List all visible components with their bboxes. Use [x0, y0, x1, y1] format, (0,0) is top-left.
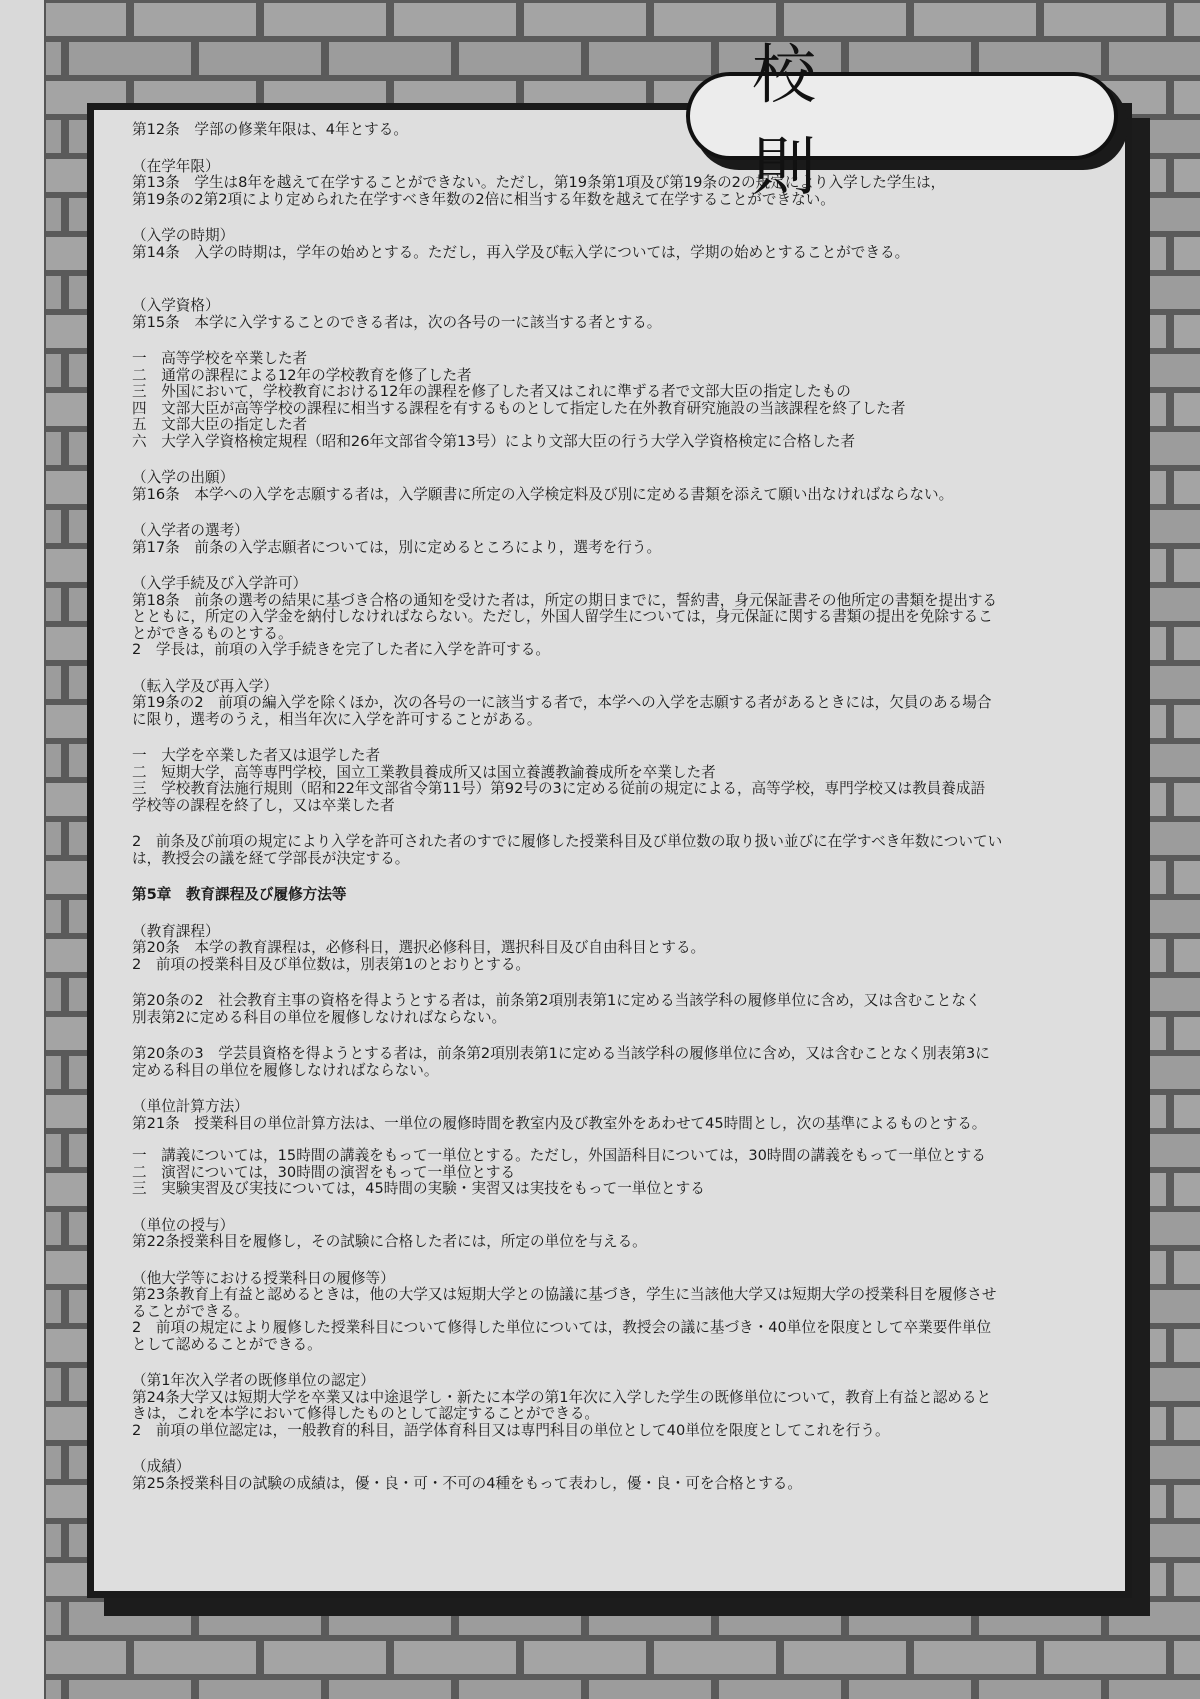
spacer: [132, 728, 1092, 748]
article-block: [132, 228, 1092, 261]
text-line: 第25条授業科目の試験の成績は，優・良・可・不可の4種をもって表わし，優・良・可を合格とする。: [132, 1474, 802, 1492]
text-line: 三 学校教育法施行規則（昭和22年文部省令第11号）第92号の3に定める従前の規定による，高等学校，専門学校又は教員養成語: [132, 780, 986, 797]
article-block: [132, 834, 1092, 867]
text-line: ることができる。: [132, 1302, 249, 1320]
article-block: [132, 924, 1092, 974]
article-block: [132, 298, 1092, 331]
text-line: 第22条授業科目を履修し，その試験に合格した者には，所定の単位を与える。: [132, 1233, 647, 1250]
spacer: [132, 1132, 1092, 1148]
article-block: [132, 1373, 1092, 1439]
article-block: [132, 993, 1092, 1026]
text-line: （第1年次入学者の既修単位の認定）: [132, 1372, 375, 1389]
article-block: [132, 523, 1092, 556]
text-line: 2 学長は，前項の入学手続きを完了した者に入学を許可する。: [132, 641, 550, 658]
article-block: [132, 1218, 1092, 1251]
article-block: [132, 470, 1092, 503]
spacer: [132, 904, 1092, 924]
text-line: （成績）: [132, 1458, 191, 1475]
text-line: 第24条大学又は短期大学を卒業又は中途退学し・新たに本学の第1年次に入学した学生の既修単位について，教育上有益と認めると: [132, 1388, 992, 1406]
spacer: [132, 450, 1092, 470]
text-line: （教育課程）: [132, 922, 220, 940]
text-line: 第13条 学生は8年を越えて在学することができない。ただし，第19条第1項及び第19条の2の規定により入学した学生は，: [132, 174, 946, 191]
spacer: [132, 1079, 1092, 1099]
spacer: [132, 1251, 1092, 1271]
text-line: 一 大学を卒業した者又は退学した者: [132, 747, 381, 764]
article-block: [132, 1271, 1092, 1354]
text-line: （他大学等における授業科日の履修等）: [132, 1269, 395, 1287]
text-line: 第12条 学部の修業年限は、4年とする。: [132, 121, 408, 138]
article-block: [132, 1046, 1092, 1079]
text-line: 第18条 前条の選考の結果に基づき合格の通知を受けた者は，所定の期日までに，誓約書，身元保証書その他所定の書類を提出する: [132, 591, 998, 609]
text-line: とともに，所定の入学金を納付しなければならない。ただし，外国人留学生については，身元保証に関する書類の提出を免除するこ: [132, 608, 993, 625]
text-line: きは，これを本学において修得したものとして認定することができる。: [132, 1405, 600, 1422]
text-line: 別表第2に定める科目の単位を履修しなければならない。: [132, 1008, 507, 1026]
article-block: [132, 1148, 1092, 1198]
article-block: [132, 1099, 1092, 1132]
spacer: [132, 1439, 1092, 1459]
spacer: [132, 208, 1092, 228]
text-line: 三 外国において，学校教育における12年の課程を修了した者又はこれに準ずる者で文部大臣の指定したもの: [132, 383, 851, 400]
text-line: 第19条の2 前項の編入学を除くほか，次の各号の一に該当する者で，本学への入学を志願する者があるときには，欠員のある場合: [132, 694, 992, 711]
text-line: 定める科目の単位を履修しなければならない。: [132, 1061, 439, 1079]
text-line: （入学手続及び入学許可）: [132, 575, 308, 592]
spacer: [132, 1353, 1092, 1373]
article-block: [132, 576, 1092, 659]
article-block: [132, 1459, 1092, 1492]
text-line: （在学年限）: [132, 157, 220, 175]
text-line: 二 短期大学，高等専門学校，国立工業教員養成所又は国立養護教諭養成所を卒業した者: [132, 763, 716, 781]
text-line: 第20条の2 社会教育主事の資格を得ようとする者は，前条第2項別表第1に定める当該学科の履修単位に含め，又は含むことなく: [132, 992, 981, 1009]
spacer: [132, 659, 1092, 679]
text-line: （入学資格）: [132, 297, 220, 314]
text-line: として認めることができる。: [132, 1335, 322, 1353]
text-line: 2 前項の規定により履修した授業科目について修得した単位については，教授会の議に基づき・40単位を限度として卒業要件単位: [132, 1319, 992, 1336]
text-line: 三 実験実習及び実技については，45時間の実験・実習又は実技をもって一単位とする: [132, 1180, 705, 1197]
rules-text: [132, 122, 1092, 1508]
spacer: [132, 1492, 1092, 1508]
text-line: 一 講義については，15時間の講義をもって一単位とする。ただし，外国語科目については，30時間の講義をもって一単位とする: [132, 1147, 986, 1164]
text-line: （単位の授与）: [132, 1216, 235, 1234]
text-line: 第23条教育上有益と認めるときは，他の大学又は短期大学との協議に基づき，学生に当該他大学又は短期大学の授業科目を履修させ: [132, 1286, 997, 1303]
text-line: 二 通常の課程による12年の学校教育を修了した者: [132, 366, 472, 384]
spacer: [132, 1026, 1092, 1046]
text-line: （転入学及び再入学）: [132, 677, 278, 695]
text-line: とができるものとする。: [132, 624, 293, 642]
text-line: 2 前項の授業科目及び単位数は，別表第1のとおりとする。: [132, 955, 531, 973]
article-block: [132, 748, 1092, 814]
article-block: [132, 351, 1092, 450]
text-line: は，教授会の議を経て学部長が決定する。: [132, 849, 410, 867]
spacer: [132, 1198, 1092, 1218]
paper-edge: [0, 0, 46, 1699]
text-line: 五 文部大臣の指定した者: [132, 416, 308, 433]
text-line: 六 大学入学資格検定規程（昭和26年文部省令第13号）により文部大臣の行う大学入学資格検定に合格した者: [132, 432, 856, 450]
text-line: 第20条の3 学芸員資格を得ようとする者は，前条第2項別表第1に定める当該学科の履修単位に含め，又は含むことなく別表第3に: [132, 1045, 990, 1062]
rules-panel: [87, 103, 1132, 1598]
spacer: [132, 331, 1092, 351]
text-line: 二 演習については，30時間の演習をもって一単位とする: [132, 1163, 516, 1181]
text-line: 第14条 入学の時期は，学年の始めとする。ただし，再入学及び転入学については，学期の始めとすることができる。: [132, 243, 910, 261]
spacer: [132, 556, 1092, 576]
title-badge: [686, 39, 1118, 205]
text-line: 第15条 本学に入学することのできる者は，次の各号の一に該当する者とする。: [132, 313, 662, 331]
text-line: 2 前条及び前項の規定により入学を許可された者のすでに履修した授業科目及び単位数の取り扱い並びに在学すべき年数についてい: [132, 833, 1003, 850]
text-line: 第17条 前条の入学志願者については，別に定めるところにより，選考を行う。: [132, 538, 662, 556]
spacer: [132, 503, 1092, 523]
text-line: 第21条 授業科目の単位計算方法は、一単位の履修時間を教室内及び教室外をあわせて45時間とし，次の基準によるものとする。: [132, 1114, 987, 1132]
chapter-heading: [132, 887, 1092, 904]
spacer: [132, 261, 1092, 298]
text-line: （入学者の選考）: [132, 522, 249, 539]
article-block: [132, 679, 1092, 729]
text-line: 2 前項の単位認定は，一般教育的科目，語学体育科目又は専門科目の単位として40単位を限度としてこれを行う。: [132, 1421, 890, 1439]
text-line: 学校等の課程を終了し，又は卒業した者: [132, 796, 395, 814]
page-title: 校 則: [752, 39, 1004, 205]
text-line: （入学の時期）: [132, 227, 235, 244]
text-line: 第19条の2第2項により定められた在学すべき年数の2倍に相当する年数を越えて在学することができない。: [132, 190, 835, 208]
text-line: に限り，選考のうえ，相当年次に入学を許可することがある。: [132, 710, 542, 728]
text-line: 四 文部大臣が高等学校の課程に相当する課程を有するものとして指定した在外教育研究施設の当該課程を終了した者: [132, 399, 906, 417]
spacer: [132, 867, 1092, 887]
text-line: 第5章 教育課程及び履修方法等: [132, 886, 347, 903]
text-line: （単位計算方法）: [132, 1098, 249, 1115]
text-line: 一 高等学校を卒業した者: [132, 350, 308, 367]
text-line: （入学の出願）: [132, 469, 235, 486]
text-line: 第20条 本学の教育課程は，必修科日，選択必修科目，選択科目及び自由科目とする。: [132, 939, 706, 956]
text-line: 第16条 本学への入学を志願する者は，入学願書に所定の入学検定料及び別に定める書類を添えて願い出なければならない。: [132, 485, 954, 503]
spacer: [132, 814, 1092, 834]
spacer: [132, 973, 1092, 993]
